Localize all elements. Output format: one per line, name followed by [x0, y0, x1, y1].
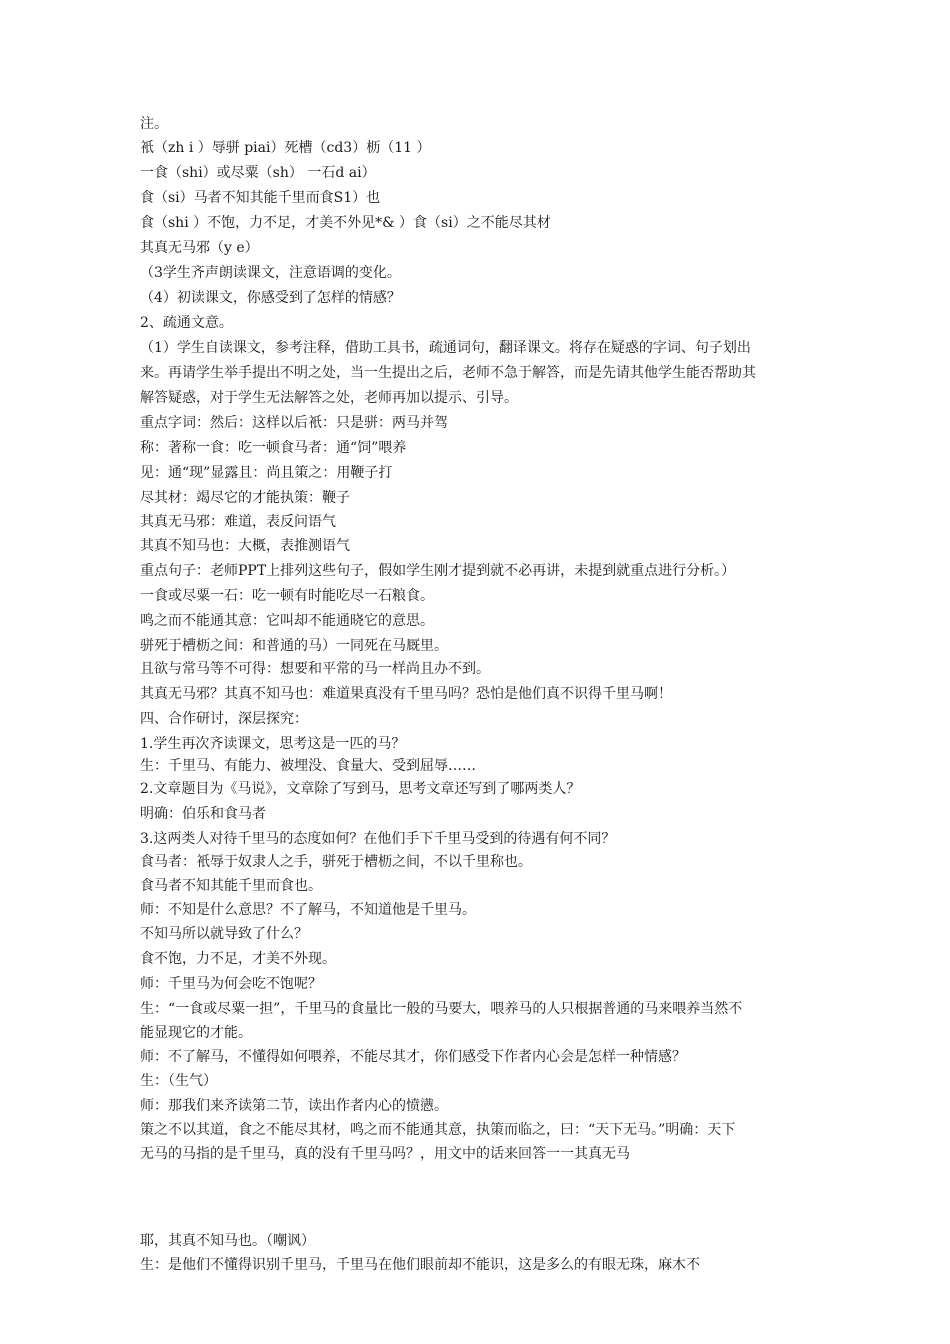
- text-line: （3学生齐声朗读课文，注意语调的变化。: [140, 265, 401, 281]
- text-line: 鸣之而不能通其意：它叫却不能通晓它的意思。: [140, 613, 434, 629]
- text-line: （1）学生自读课文，参考注释，借助工具书，疏通词句，翻译课文。将存在疑惑的字词、句子划出: [140, 340, 751, 356]
- text-line: 师：不知是什么意思？不了解马，不知道他是千里马。: [140, 902, 476, 918]
- text-line: 食不饱，力不足，才美不外现。: [140, 951, 336, 967]
- text-line: 食马者：衹辱于奴隶人之手，骈死于槽枥之间，不以千里称也。: [140, 854, 532, 870]
- text-line: 食（shi ）不饱，力不足，才美不外见*& ）食（si）之不能尽其材: [140, 215, 551, 231]
- text-line: 师：千里马为何会吃不饱呢？: [140, 976, 322, 992]
- text-line: 策之不以其道，食之不能尽其材，鸣之而不能通其意，执策而临之，曰：“天下无马。”明确：天下: [140, 1122, 736, 1138]
- text-line: 耶，其真不知马也。（嘲讽）: [140, 1233, 315, 1249]
- text-line: 明确：伯乐和食马者: [140, 806, 266, 822]
- text-line: 食（si）马者不知其能千里而食S1）也: [140, 190, 381, 206]
- text-line: 3.这两类人对待千里马的态度如何？在他们手下千里马受到的待遇有何不同？: [140, 831, 616, 847]
- text-line: 其真无马邪？其真不知马也：难道果真没有千里马吗？恐怕是他们真不识得千里马啊！: [140, 686, 672, 702]
- section-heading: 四、合作研讨，深层探究：: [140, 711, 308, 727]
- text-line: 能显现它的才能。: [140, 1025, 252, 1041]
- text-line: 生：（生气）: [140, 1073, 217, 1089]
- text-line: 师：不了解马，不懂得如何喂养，不能尽其才，你们感受下作者内心会是怎样一种情感？: [140, 1049, 686, 1065]
- text-line: 食马者不知其能千里而食也。: [140, 878, 322, 894]
- text-line: 无马的马指的是千里马，真的没有千里马吗？，用文中的话来回答一一其真无马: [140, 1146, 630, 1162]
- text-line: 生：是他们不懂得识别千里马，千里马在他们眼前却不能识，这是多么的有眼无珠，麻木不: [140, 1257, 700, 1273]
- text-line: 1.学生再次齐读课文，思考这是一匹的马？: [140, 736, 406, 752]
- text-line: 一食（shi）或尽粟（sh） 一石d ai）: [140, 165, 376, 181]
- text-line: 师：那我们来齐读第二节，读出作者内心的愤懑。: [140, 1098, 448, 1114]
- text-line: 衹（zh i ）辱骈 piai）死槽（cd3）枥（11 ）: [140, 140, 431, 156]
- text-line: 不知马所以就导致了什么？: [140, 926, 308, 942]
- text-line: （4）初读课文，你感受到了怎样的情感？: [140, 290, 401, 306]
- text-line: 见：通“现”显露且：尚且策之：用鞭子打: [140, 465, 393, 481]
- text-line: 其真不知马也：大概，表推测语气: [140, 538, 350, 554]
- text-line: 2.文章题目为《马说》，文章除了写到马，思考文章还写到了哪两类人？: [140, 781, 581, 797]
- text-line: 一食或尽粟一石：吃一顿有时能吃尽一石粮食。: [140, 588, 434, 604]
- text-line: 骈死于槽枥之间：和普通的马）一同死在马厩里。: [140, 638, 448, 654]
- text-line: 重点句子：老师PPT上排列这些句子，假如学生刚才提到就不必再讲，未提到就重点进行分析。）: [140, 563, 736, 579]
- text-line: 称：著称一食：吃一顿食马者：通“饲”喂养: [140, 440, 407, 456]
- text-line: 注。: [140, 116, 168, 132]
- section-heading: 2、疏通文意。: [140, 315, 233, 331]
- text-line: 来。再请学生举手提出不明之处，当一生提出之后，老师不急于解答，而是先请其他学生能否帮助其: [140, 365, 756, 381]
- text-line: 生：千里马、有能力、被埋没、食量大、受到屈辱……: [140, 758, 476, 774]
- text-line: 其真无马邪：难道，表反问语气: [140, 514, 336, 530]
- text-line: 重点字词：然后：这样以后衹：只是骈：两马并驾: [140, 415, 448, 431]
- text-line: 解答疑惑，对于学生无法解答之处，老师再加以提示、引导。: [140, 390, 518, 406]
- text-line: 尽其材：竭尽它的才能执策：鞭子: [140, 490, 350, 506]
- text-line: 其真无马邪（y e）: [140, 240, 259, 256]
- text-line: 且欲与常马等不可得：想要和平常的马一样尚且办不到。: [140, 661, 490, 677]
- text-line: 生：“一食或尽粟一担”，千里马的食量比一般的马要大，喂养马的人只根据普通的马来喂养当然不: [140, 1001, 743, 1017]
